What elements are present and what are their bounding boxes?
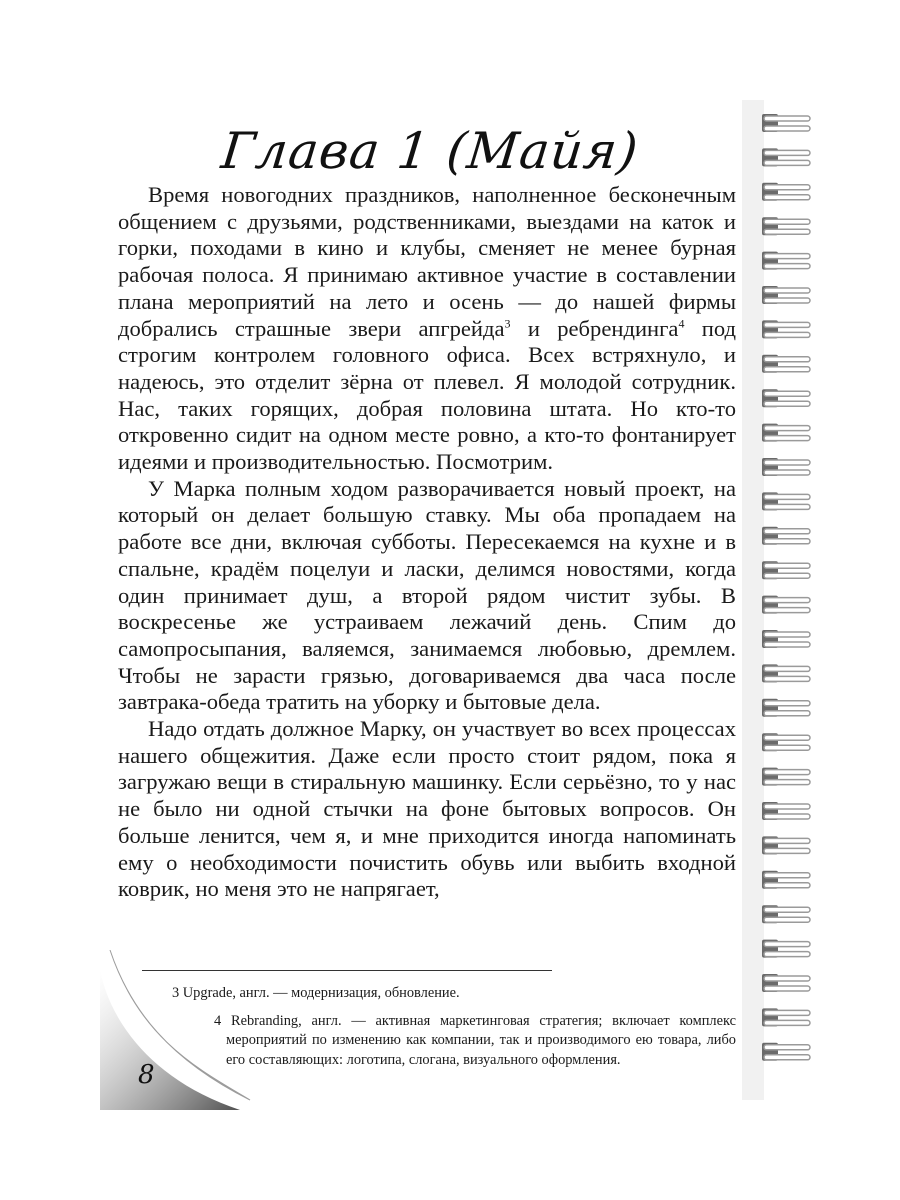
spiral-coil bbox=[762, 733, 810, 751]
spiral-coil bbox=[762, 768, 810, 786]
paragraph-1-part-b: и ребрендинга bbox=[510, 315, 679, 341]
page-curl-decoration bbox=[100, 950, 260, 1110]
spiral-coil bbox=[762, 424, 810, 442]
page-number: 8 bbox=[138, 1060, 155, 1090]
spiral-coil bbox=[762, 630, 810, 648]
paragraph-1-part-a: Время новогодних праздников, наполненное бесконечным общением с друзьями, родственниками, выездами на каток и горки, походами в кино и клубы, сменяет не менее бурная рабочая полоса. Я принимаю активное участие в составлении плана мероприятий на лето и осень — до нашей фирмы добрались страшные звери апгрейда bbox=[118, 182, 736, 341]
spiral-coil bbox=[762, 527, 810, 545]
spiral-coil bbox=[762, 217, 810, 235]
spiral-coil bbox=[762, 1043, 810, 1061]
spiral-coil bbox=[762, 389, 810, 407]
paragraph-2: У Марка полным ходом разворачивается новый проект, на который он делает большую ставку. Мы оба пропадаем на работе все дни, включая субботы. Пересекаемся на кухне и в спальне, крадём поцелуи и ласки, делимся новостями, когда один принимает душ, а второй рядом чистит зубы. В воскресенье же устраиваем лежачий день. Спим до самопросыпания, валяемся, занимаемся любовью, дремлем. Чтобы не зарасти грязью, договариваемся два часа после завтрака-обеда тратить на уборку и бытовые дела. bbox=[118, 475, 736, 715]
chapter-title: Глава 1 (Майя) bbox=[218, 121, 642, 180]
spiral-coil bbox=[762, 871, 810, 889]
spiral-coil bbox=[762, 836, 810, 854]
paragraph-1 bbox=[118, 182, 736, 476]
spiral-coil bbox=[762, 596, 810, 614]
spiral-coil bbox=[762, 183, 810, 201]
spiral-coil bbox=[762, 1008, 810, 1026]
spiral-binding bbox=[742, 100, 842, 1100]
spiral-coil bbox=[762, 802, 810, 820]
body-text bbox=[118, 182, 736, 903]
spiral-coil bbox=[762, 458, 810, 476]
spiral-coil bbox=[762, 320, 810, 338]
spiral-coil bbox=[762, 148, 810, 166]
spiral-coil bbox=[762, 355, 810, 373]
spiral-coil bbox=[762, 492, 810, 510]
paragraph-3: Надо отдать должное Марку, он участвует во всех процессах нашего общежития. Даже если просто стоит рядом, пока я загружаю вещи в стиральную машинку. Если серьёзно, то у нас не было ни одной стычки на фоне бытовых вопросов. Он больше ленится, чем я, и мне приходится иногда напоминать ему о необходимости почистить обувь или выбить входной коврик, но меня это не напрягает, bbox=[118, 716, 736, 902]
footnote-3: 3 Upgrade, англ. — модернизация, обновление. bbox=[172, 985, 460, 1001]
spiral-coil bbox=[762, 905, 810, 923]
spiral-coil bbox=[762, 974, 810, 992]
spiral-coil bbox=[762, 561, 810, 579]
paragraph-1-part-c: под строгим контролем головного офиса. Всех встряхнуло, и надеюсь, это отделит зёрна от плевел. Я молодой сотрудник. Нас, таких горящих, добрая половина штата. Но кто-то откровенно сидит на одном месте ровно, а кто-то фонтанирует идеями и производительностью. Посмотрим. bbox=[118, 315, 736, 475]
footnote-ref-3: 3 bbox=[504, 315, 511, 330]
spiral-coil bbox=[762, 286, 810, 304]
footnote-4: 4 Rebranding, англ. — активная маркетинговая стратегия; включает комплекс мероприятий по изменению как компании, так и производимого ею товара, либо его составляющих: логотипа, слогана, визуального оформления. bbox=[214, 1012, 736, 1068]
spiral-coil bbox=[762, 114, 810, 132]
spiral-coil bbox=[762, 252, 810, 270]
footnote-ref-4: 4 bbox=[678, 315, 685, 330]
spiral-coil bbox=[762, 664, 810, 682]
spiral-paper-edge bbox=[742, 100, 764, 1100]
spiral-coil bbox=[762, 940, 810, 958]
spiral-coil bbox=[762, 699, 810, 717]
